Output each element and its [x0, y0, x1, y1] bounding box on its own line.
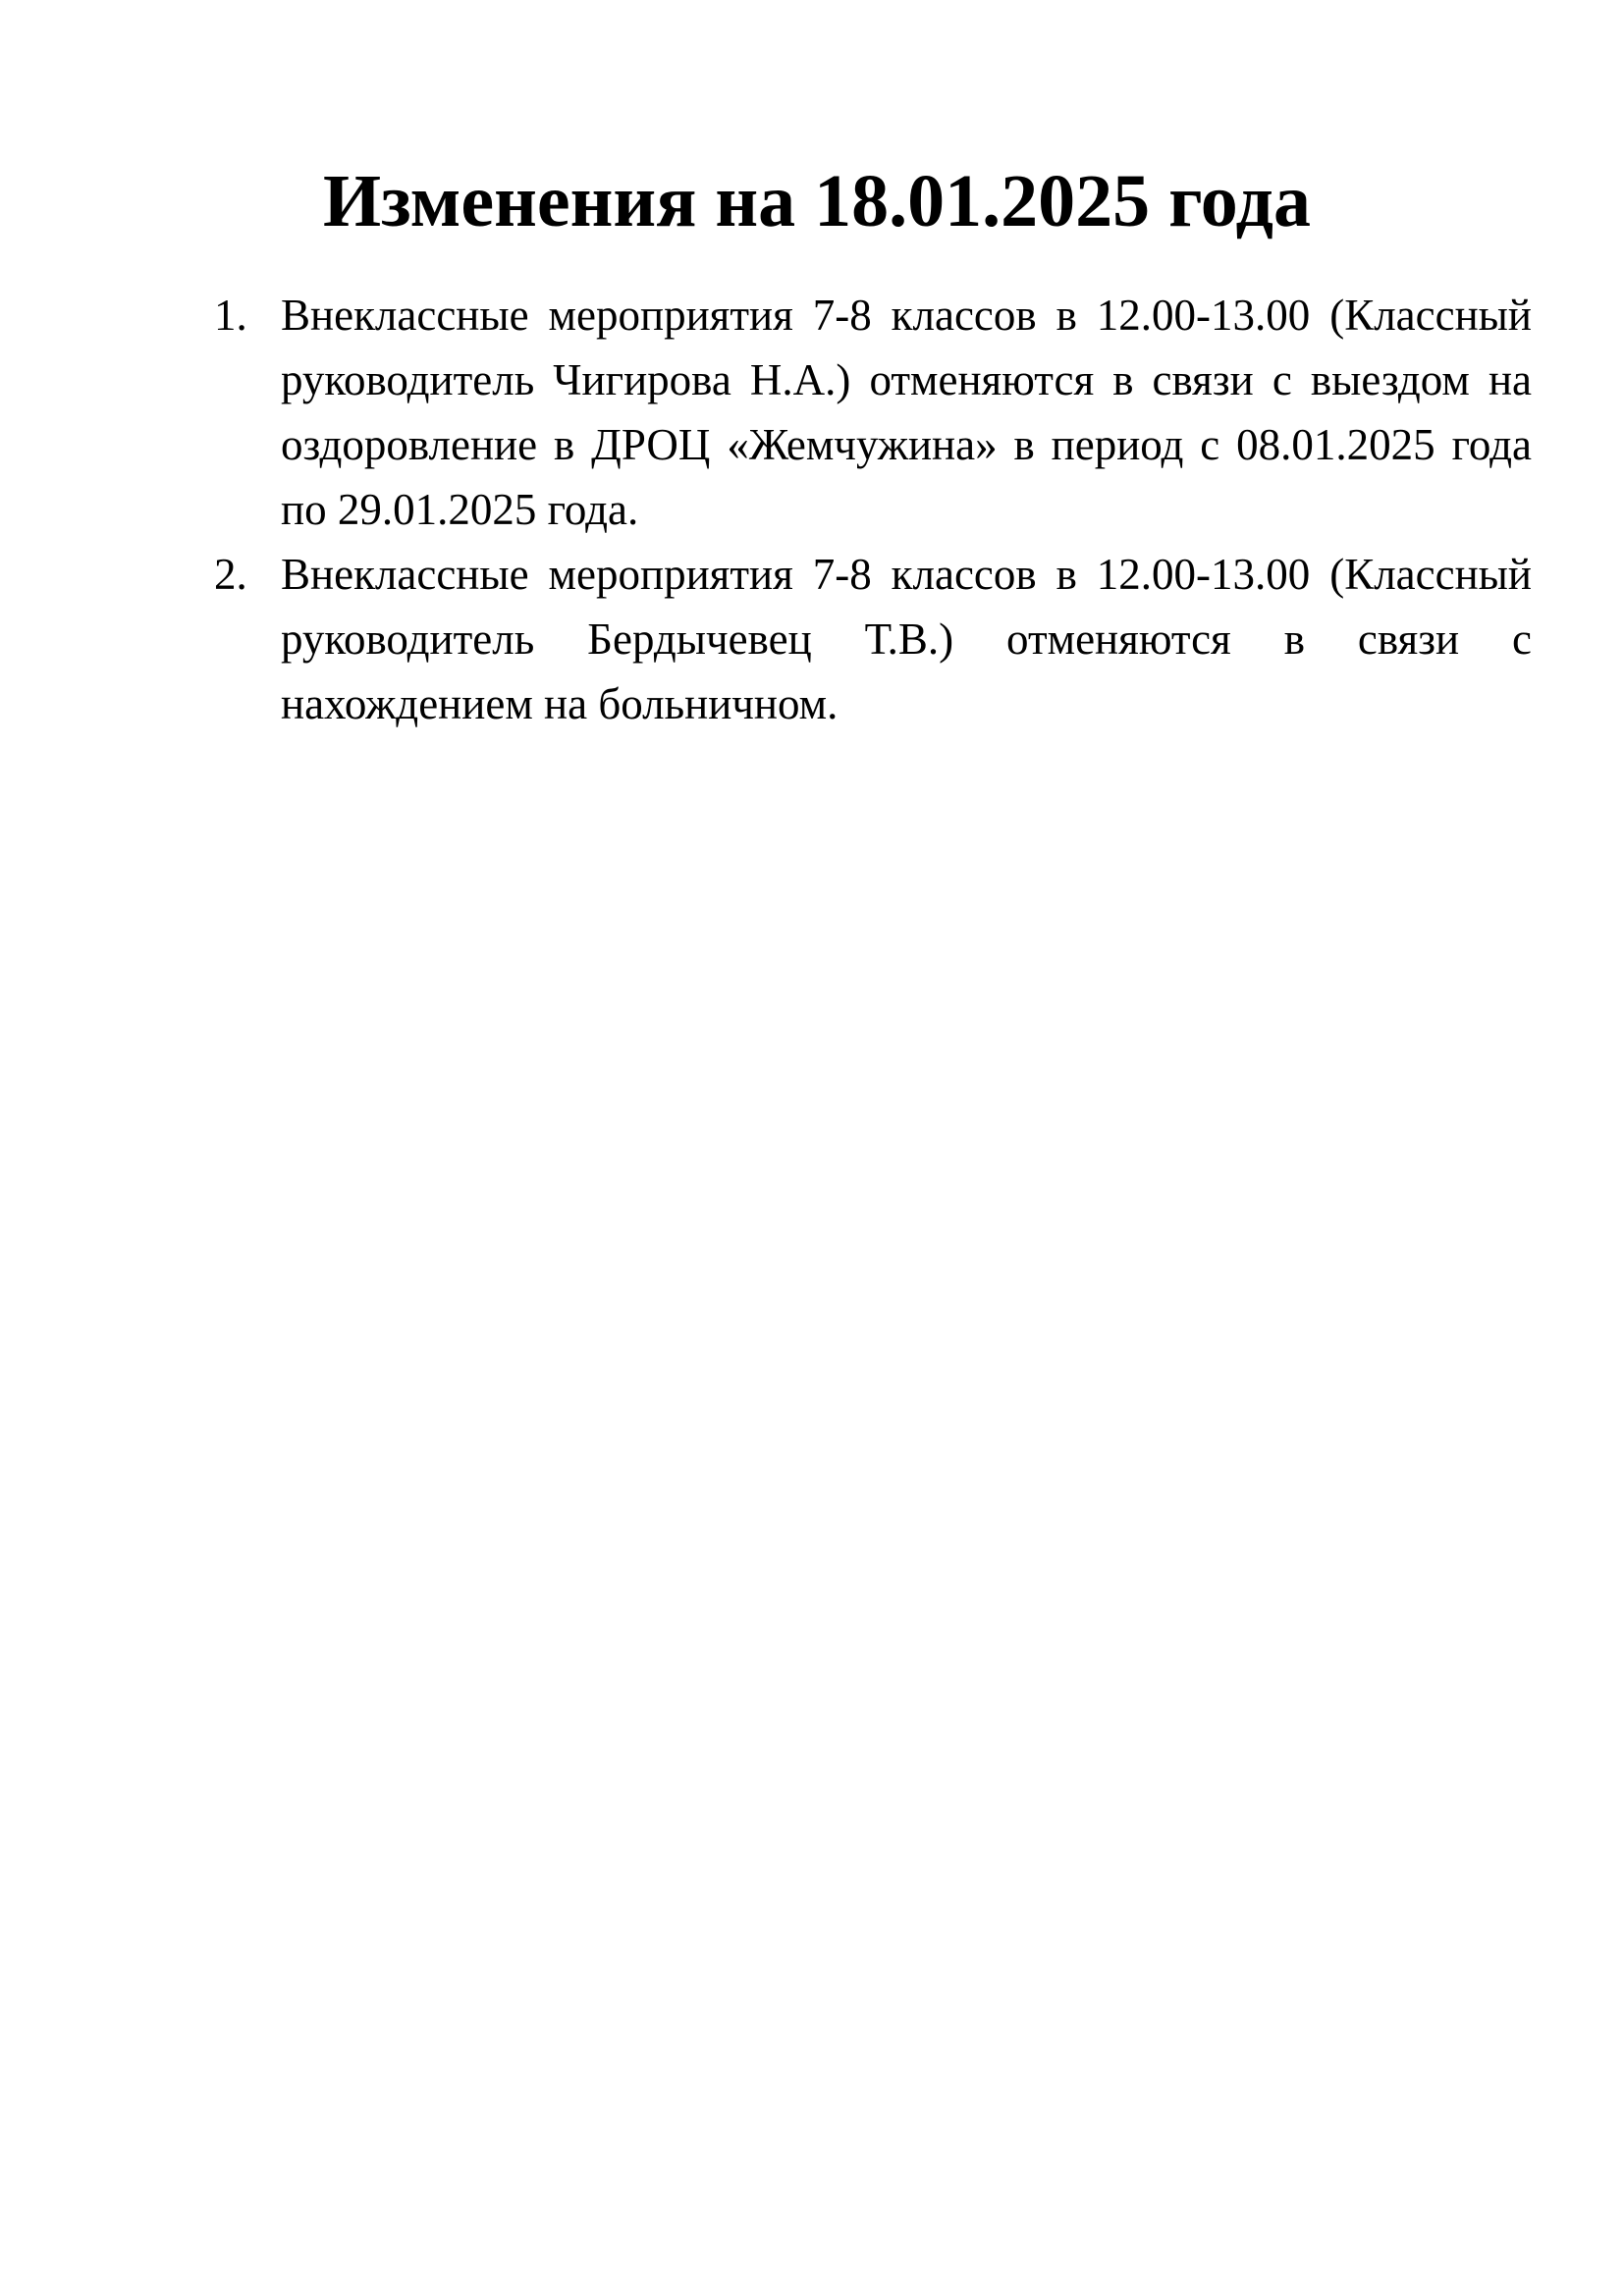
change-item-text: Внеклассные мероприятия 7-8 классов в 12.00-13.00 (Классный руководитель Чигирова Н.А.) отменяются в связи с выездом на оздоровление в ДРОЦ «Жемчужина» в период с 08.01.2025 года по 29.01.2025 года. [281, 291, 1532, 534]
change-item-number: 2. [214, 550, 247, 599]
document-title: Изменения на 18.01.2025 года [323, 160, 1311, 242]
changes-list [214, 283, 1532, 736]
change-item-1 [214, 283, 1532, 542]
change-item-2 [214, 542, 1532, 736]
change-item-text: Внеклассные мероприятия 7-8 классов в 12.00-13.00 (Классный руководитель Бердычевец Т.В.) отменяются в связи с нахождением на больничном. [281, 550, 1532, 728]
change-item-number: 1. [214, 291, 247, 340]
